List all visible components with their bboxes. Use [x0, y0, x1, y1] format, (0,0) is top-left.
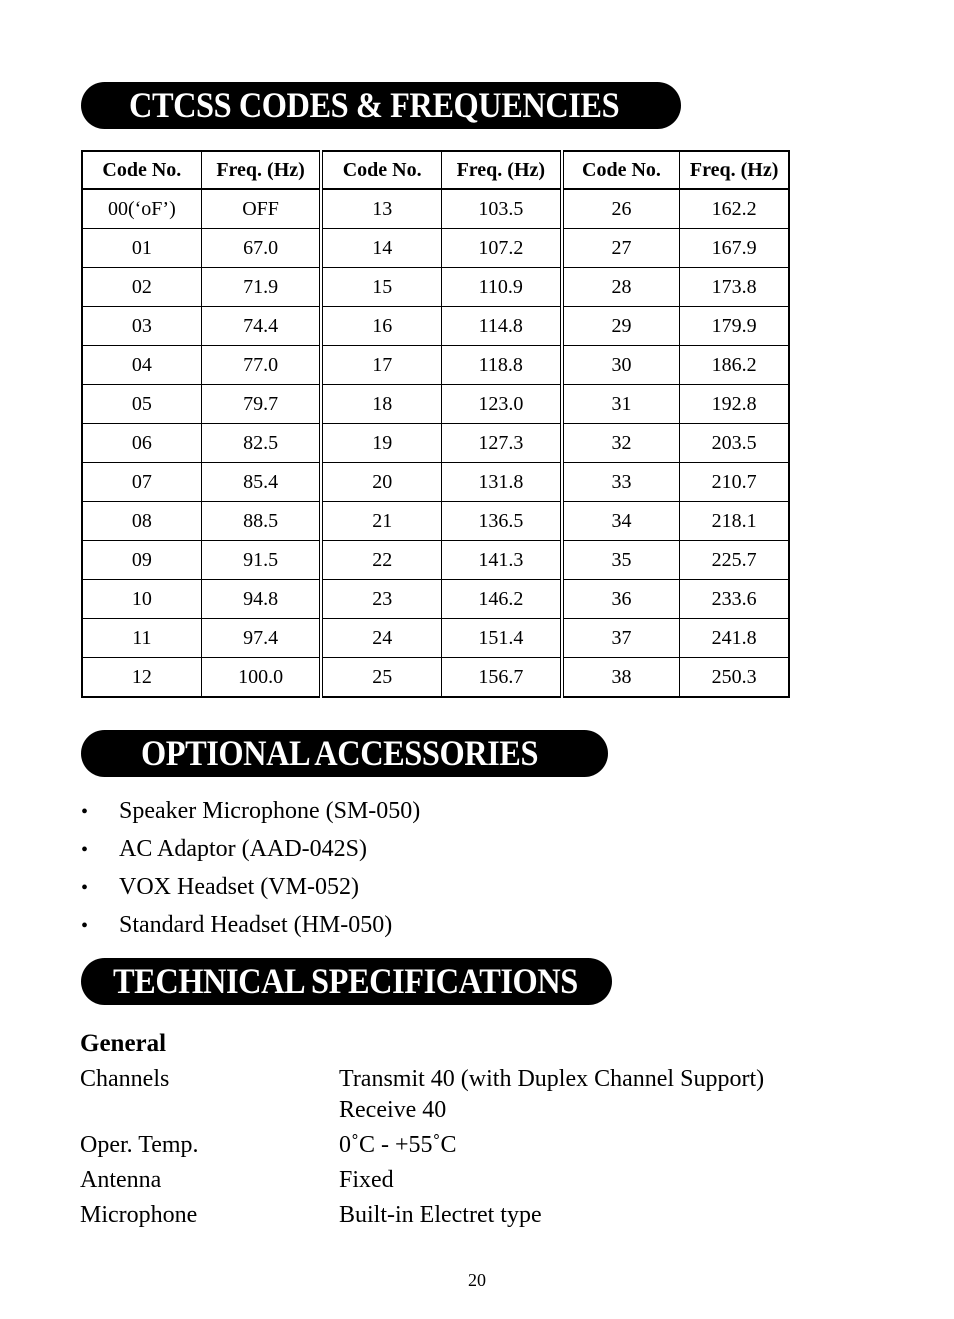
code-cell: 12: [82, 658, 201, 698]
code-cell: 06: [82, 424, 201, 463]
ctcss-title: CTCSS CODES & FREQUENCIES: [129, 85, 620, 125]
frequency-cell: 88.5: [201, 502, 321, 541]
accessory-label: VOX Headset (VM-052): [119, 874, 359, 900]
code-cell: 23: [321, 580, 441, 619]
frequency-cell: 82.5: [201, 424, 321, 463]
column-header: Code No.: [82, 151, 201, 189]
code-cell: 16: [321, 307, 441, 346]
list-item: [81, 868, 420, 906]
frequency-cell: 71.9: [201, 268, 321, 307]
table-row: [82, 346, 789, 385]
frequency-cell: 233.6: [680, 580, 789, 619]
code-cell: 08: [82, 502, 201, 541]
code-cell: 14: [321, 229, 441, 268]
specs-section-heading: General: [80, 1030, 167, 1057]
code-cell: 24: [321, 619, 441, 658]
frequency-cell: 91.5: [201, 541, 321, 580]
code-cell: 17: [321, 346, 441, 385]
frequency-cell: 131.8: [442, 463, 562, 502]
frequency-cell: 127.3: [442, 424, 562, 463]
spec-value-line: Transmit 40 (with Duplex Channel Support): [339, 1066, 765, 1092]
frequency-cell: 179.9: [680, 307, 789, 346]
spec-value-line: Receive 40: [339, 1097, 447, 1123]
spec-value-line: Fixed: [339, 1167, 394, 1193]
code-cell: 31: [562, 385, 680, 424]
frequency-cell: 173.8: [680, 268, 789, 307]
spec-value: [339, 1066, 764, 1128]
table-row: [82, 463, 789, 502]
frequency-cell: 225.7: [680, 541, 789, 580]
accessory-label: Standard Headset (HM-050): [119, 912, 393, 938]
ctcss-table: [81, 150, 790, 698]
frequency-cell: 85.4: [201, 463, 321, 502]
code-cell: 36: [562, 580, 680, 619]
code-cell: 37: [562, 619, 680, 658]
ctcss-banner: [81, 82, 681, 129]
frequency-cell: 123.0: [442, 385, 562, 424]
frequency-cell: 110.9: [442, 268, 562, 307]
frequency-cell: 136.5: [442, 502, 562, 541]
bullet: •: [81, 915, 89, 937]
spec-value-line: 0˚C - +55˚C: [339, 1132, 457, 1158]
accessory-label: AC Adaptor (AAD-042S): [119, 836, 367, 862]
code-cell: 33: [562, 463, 680, 502]
accessories-banner: [81, 730, 608, 777]
code-cell: 26: [562, 189, 680, 229]
spec-label: Oper. Temp.: [80, 1132, 199, 1158]
table-row: [82, 229, 789, 268]
spec-label: Channels: [80, 1066, 170, 1092]
code-cell: 13: [321, 189, 441, 229]
column-header: Freq. (Hz): [201, 151, 321, 189]
code-cell: 28: [562, 268, 680, 307]
code-cell: 09: [82, 541, 201, 580]
table-row: [82, 502, 789, 541]
code-cell: 27: [562, 229, 680, 268]
frequency-cell: 107.2: [442, 229, 562, 268]
table-row: [82, 541, 789, 580]
code-cell: 05: [82, 385, 201, 424]
table-row: [82, 307, 789, 346]
code-cell: 18: [321, 385, 441, 424]
code-cell: 22: [321, 541, 441, 580]
accessory-label: Speaker Microphone (SM-050): [119, 798, 421, 824]
frequency-cell: 250.3: [680, 658, 789, 698]
code-cell: 25: [321, 658, 441, 698]
specs-title: TECHNICAL SPECIFICATIONS: [113, 961, 578, 1001]
frequency-cell: 77.0: [201, 346, 321, 385]
column-header: Code No.: [321, 151, 441, 189]
frequency-cell: OFF: [201, 189, 321, 229]
code-cell: 21: [321, 502, 441, 541]
frequency-cell: 156.7: [442, 658, 562, 698]
spec-label: Antenna: [80, 1167, 162, 1193]
frequency-cell: 241.8: [680, 619, 789, 658]
page-number: 20: [468, 1270, 486, 1290]
spec-value-line: Built-in Electret type: [339, 1202, 542, 1228]
table-row: [82, 619, 789, 658]
bullet: •: [81, 877, 89, 899]
code-cell: 38: [562, 658, 680, 698]
frequency-cell: 114.8: [442, 307, 562, 346]
frequency-cell: 67.0: [201, 229, 321, 268]
spec-value: [339, 1202, 542, 1233]
code-cell: 04: [82, 346, 201, 385]
accessories-list: [81, 792, 420, 944]
table-header-row: [82, 151, 789, 189]
frequency-cell: 203.5: [680, 424, 789, 463]
frequency-cell: 141.3: [442, 541, 562, 580]
spec-label: Microphone: [80, 1202, 198, 1228]
frequency-cell: 94.8: [201, 580, 321, 619]
frequency-cell: 186.2: [680, 346, 789, 385]
table-row: [82, 658, 789, 698]
code-cell: 03: [82, 307, 201, 346]
specs-banner: [81, 958, 612, 1005]
list-item: [81, 830, 420, 868]
table-row: [82, 189, 789, 229]
table-row: [82, 580, 789, 619]
frequency-cell: 97.4: [201, 619, 321, 658]
code-cell: 11: [82, 619, 201, 658]
code-cell: 19: [321, 424, 441, 463]
table-row: [82, 268, 789, 307]
frequency-cell: 162.2: [680, 189, 789, 229]
accessories-title: OPTIONAL ACCESSORIES: [141, 733, 539, 773]
code-cell: 30: [562, 346, 680, 385]
code-cell: 32: [562, 424, 680, 463]
frequency-cell: 146.2: [442, 580, 562, 619]
frequency-cell: 74.4: [201, 307, 321, 346]
bullet: •: [81, 839, 89, 861]
code-cell: 00(‘oF’): [82, 189, 201, 229]
list-item: [81, 906, 420, 944]
frequency-cell: 103.5: [442, 189, 562, 229]
frequency-cell: 100.0: [201, 658, 321, 698]
code-cell: 35: [562, 541, 680, 580]
code-cell: 02: [82, 268, 201, 307]
bullet: •: [81, 801, 89, 823]
column-header: Freq. (Hz): [680, 151, 789, 189]
frequency-cell: 192.8: [680, 385, 789, 424]
code-cell: 01: [82, 229, 201, 268]
code-cell: 34: [562, 502, 680, 541]
code-cell: 07: [82, 463, 201, 502]
column-header: Code No.: [562, 151, 680, 189]
frequency-cell: 167.9: [680, 229, 789, 268]
frequency-cell: 79.7: [201, 385, 321, 424]
spec-value: [339, 1132, 457, 1163]
frequency-cell: 218.1: [680, 502, 789, 541]
table-row: [82, 385, 789, 424]
column-header: Freq. (Hz): [442, 151, 562, 189]
table-row: [82, 424, 789, 463]
frequency-cell: 210.7: [680, 463, 789, 502]
code-cell: 20: [321, 463, 441, 502]
code-cell: 15: [321, 268, 441, 307]
spec-value: [339, 1167, 394, 1198]
ctcss-table-body: [82, 189, 789, 697]
code-cell: 10: [82, 580, 201, 619]
list-item: [81, 792, 420, 830]
code-cell: 29: [562, 307, 680, 346]
frequency-cell: 118.8: [442, 346, 562, 385]
frequency-cell: 151.4: [442, 619, 562, 658]
